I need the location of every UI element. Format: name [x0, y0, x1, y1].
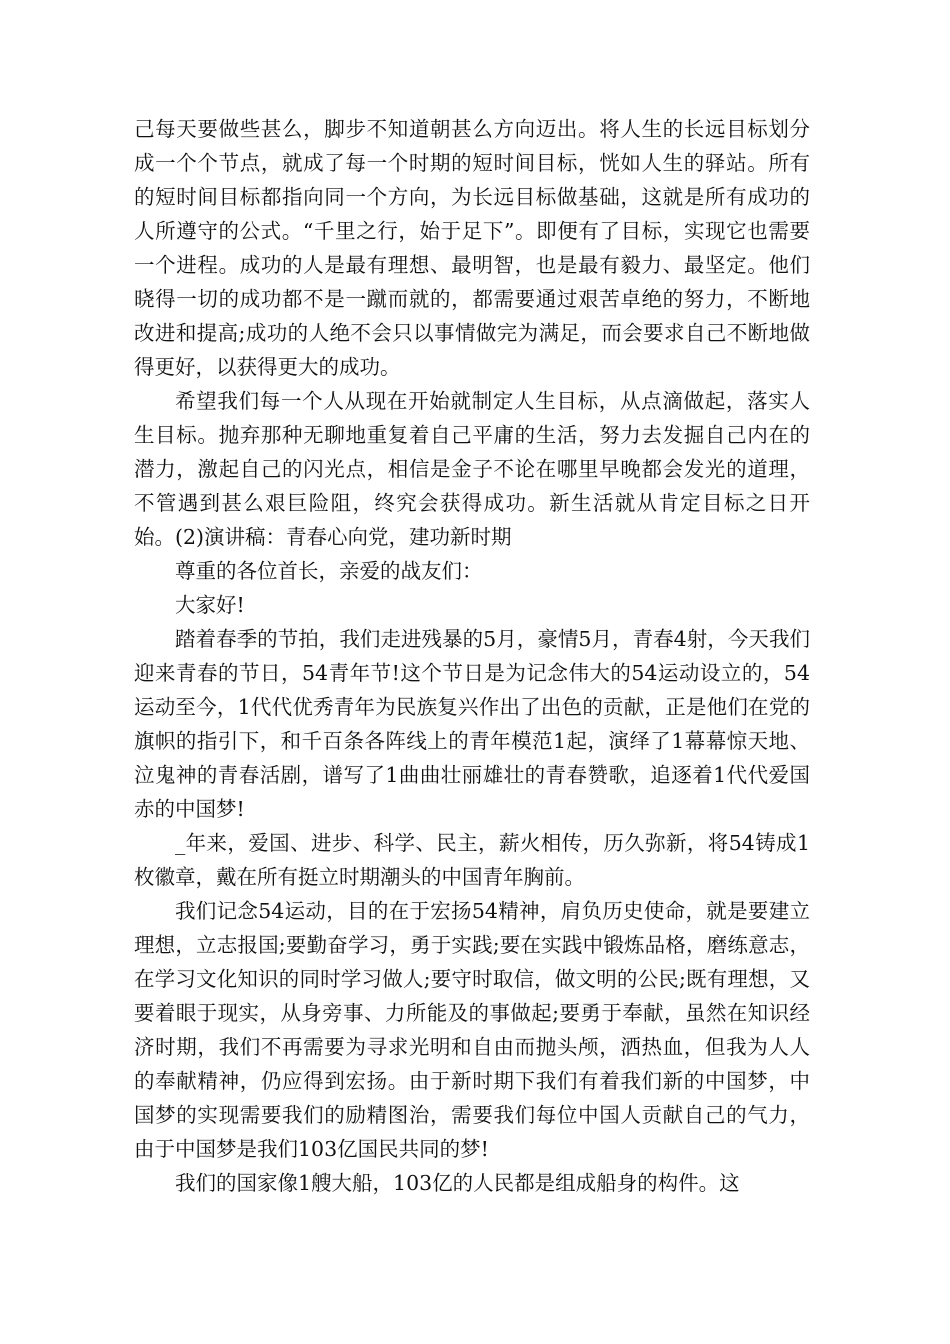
paragraph-2: 希望我们每一个人从现在开始就制定人生目标，从点滴做起，落实人生目标。抛弃那种无聊地重复着自己平庸的生活，努力去发掘自己内在的潜力，激起自己的闪光点，相信是金子不论在哪里早晚都会发光的道理，不管遇到甚么艰巨险阻，终究会获得成功。新生活就从肯定目标之日开始。(2)演讲稿：青春心向党，建功新时期 — [134, 389, 810, 549]
paragraph-greeting: 大家好! — [175, 593, 245, 617]
paragraph-salutation: 尊重的各位首长，亲爱的战友们： — [175, 559, 483, 583]
paragraph-6: _年来，爱国、进步、科学、民主，薪火相传，历久弥新，将54铸成1枚徽章，戴在所有挺立时期潮头的中国青年胸前。 — [134, 831, 810, 889]
paragraph-1: 己每天要做些甚么，脚步不知道朝甚么方向迈出。将人生的长远目标划分成一个个节点，就成了每一个时期的短时间目标，恍如人生的驿站。所有的短时间目标都指向同一个方向，为长远目标做基础，这就是所有成功的人所遵守的公式。“千里之行，始于足下”。即便有了目标，实现它也需要一个进程。成功的人是最有理想、最明智，也是最有毅力、最坚定。他们晓得一切的成功都不是一蹴而就的，都需要通过艰苦卓绝的努力，不断地改进和提高;成功的人绝不会只以事情做完为满足，而会要求自己不断地做得更好，以获得更大的成功。 — [134, 117, 810, 379]
paragraph-8: 我们的国家像1艘大船，103亿的人民都是组成船身的构件。这 — [175, 1171, 740, 1195]
paragraph-7: 我们记念54运动，目的在于宏扬54精神，肩负历史使命，就是要建立理想，立志报国;要勤奋学习，勇于实践;要在实践中锻炼品格，磨练意志，在学习文化知识的同时学习做人;要守时取信，做文明的公民;既有理想，又要着眼于现实，从身旁事、力所能及的事做起;要勇于奉献，虽然在知识经济时期，我们不再需要为寻求光明和自由而抛头颅，洒热血，但我为人人的奉献精神，仍应得到宏扬。由于新时期下我们有着我们新的中国梦，中国梦的实现需要我们的励精图治，需要我们每位中国人贡献自己的气力，由于中国梦是我们103亿国民共同的梦! — [134, 899, 810, 1161]
paragraph-5: 踏着春季的节拍，我们走进残暴的5月，豪情5月，青春4射，今天我们迎来青春的节日，54青年节!这个节日是为记念伟大的54运动设立的，54运动至今，1代代优秀青年为民族复兴作出了出色的贡献，正是他们在党的旗帜的指引下，和千百条各阵线上的青年模范1起，演绎了1幕幕惊天地、泣鬼神的青春活剧，谱写了1曲曲壮丽雄壮的青春赞歌，追逐着1代代爱国赤的中国梦! — [134, 627, 810, 821]
document-body — [134, 112, 810, 1200]
